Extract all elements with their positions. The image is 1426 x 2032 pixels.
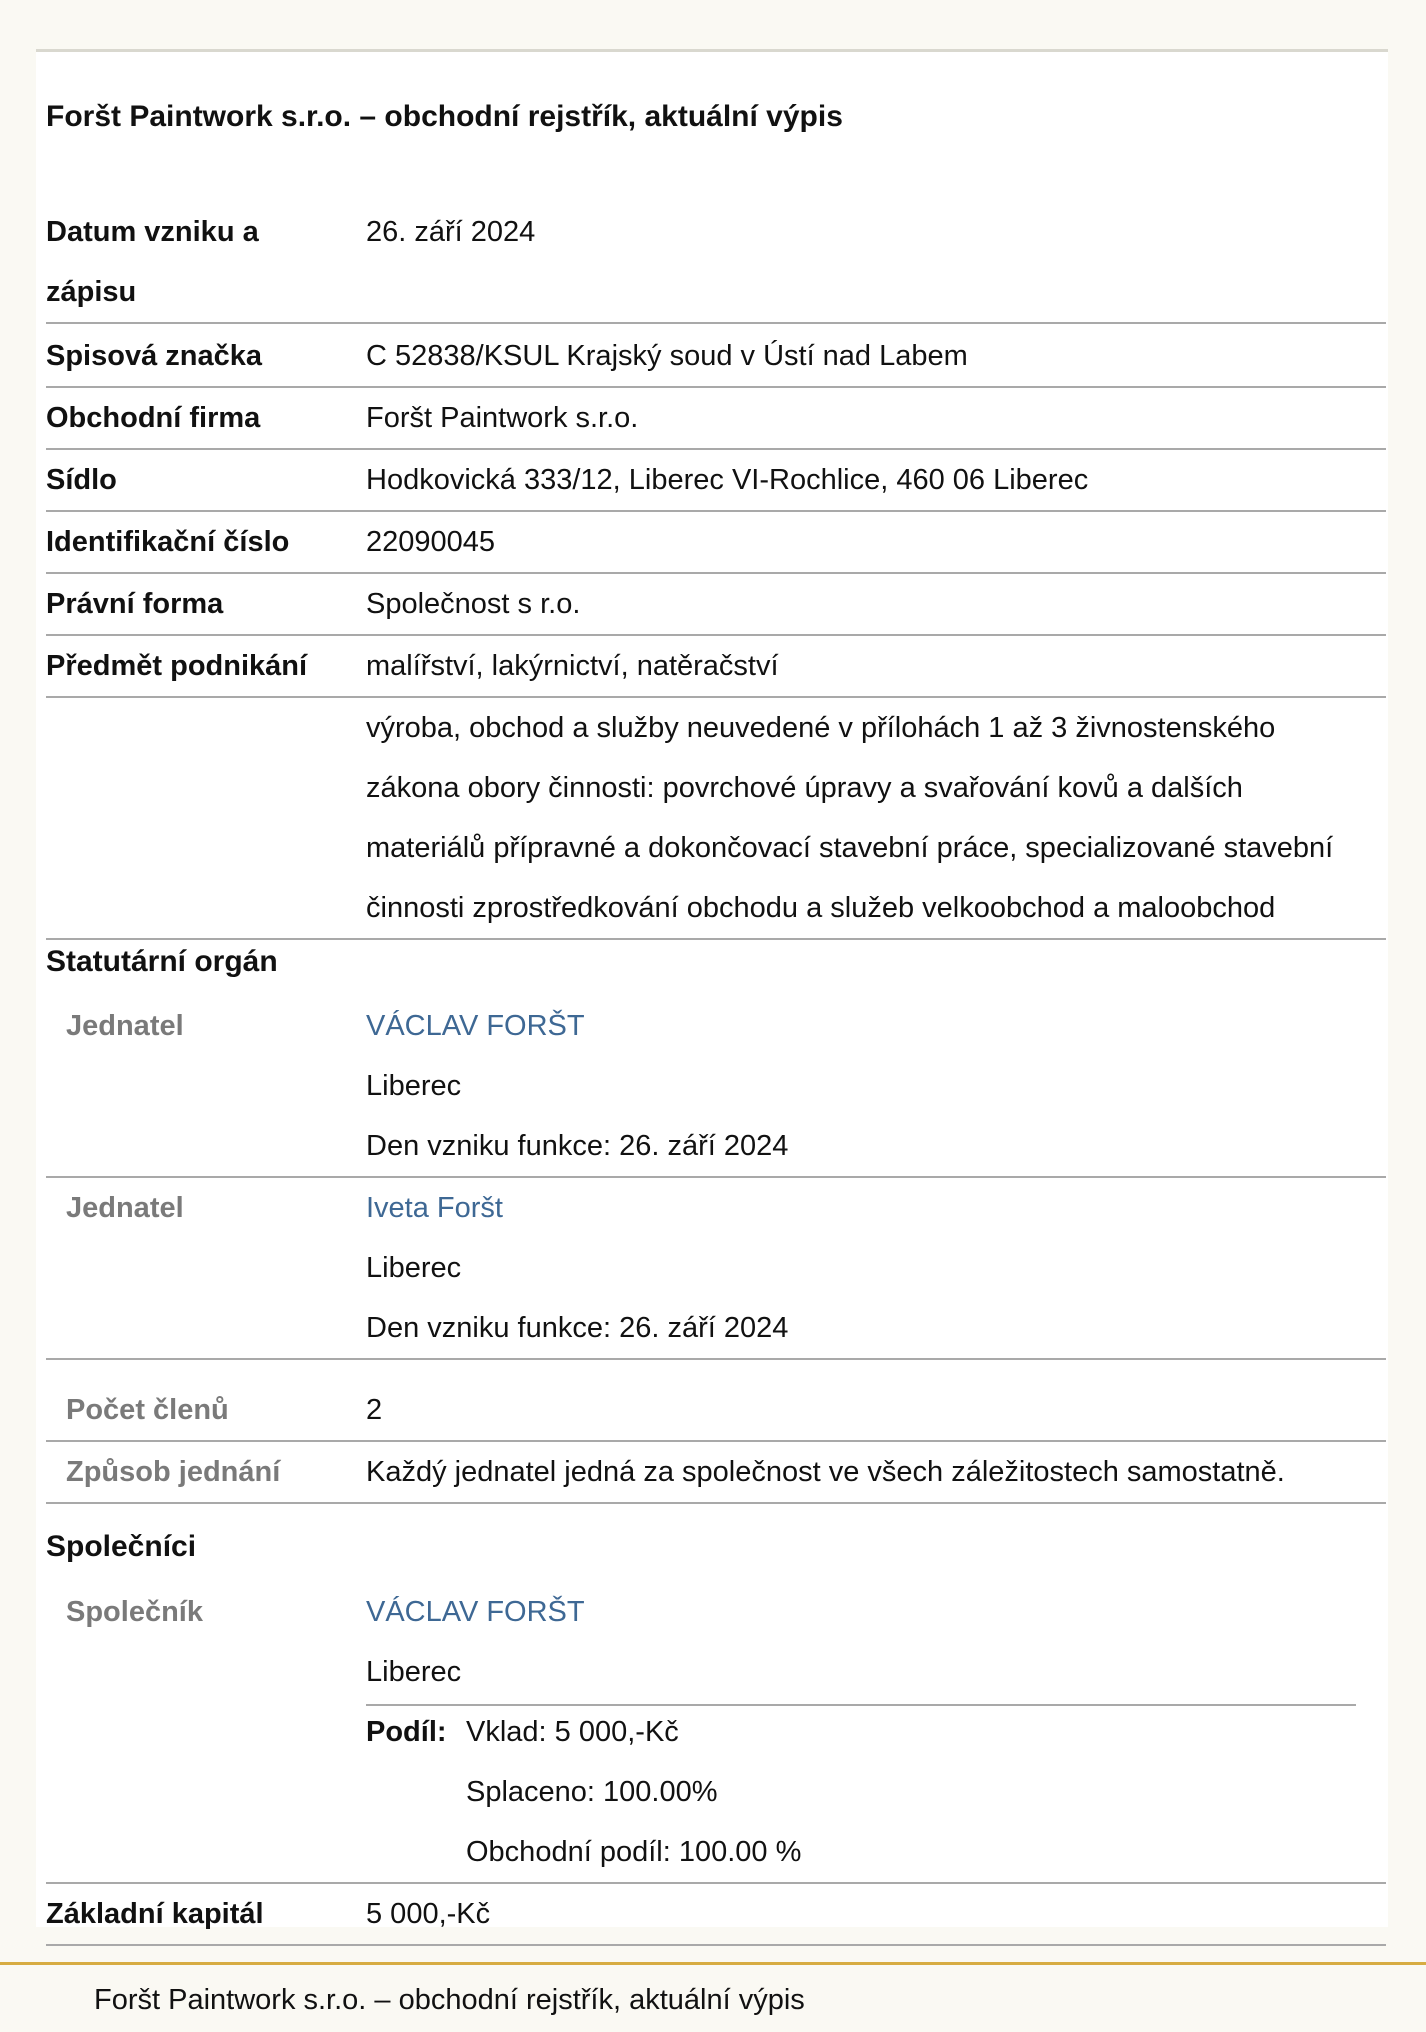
row-value: C 52838/KSUL Krajský soud v Ústí nad Labem xyxy=(366,340,968,372)
row-datum-vzniku xyxy=(46,202,1386,324)
document-page xyxy=(36,52,1388,1930)
row-label: zápisu xyxy=(46,276,137,308)
row-label: Počet členů xyxy=(66,1394,229,1426)
member-name-link[interactable]: Iveta Foršt xyxy=(366,1192,503,1224)
row-predmet-podnikani xyxy=(46,636,1386,698)
member-name-link[interactable]: VÁCLAV FORŠT xyxy=(366,1010,585,1042)
row-value: malířství, lakýrnictví, natěračství xyxy=(366,650,779,682)
member-city: Liberec xyxy=(366,1070,462,1102)
partner-name-link[interactable]: VÁCLAV FORŠT xyxy=(366,1596,585,1628)
row-label: Datum vzniku a xyxy=(46,216,259,248)
row-zakladni-kapital xyxy=(46,1884,1386,1946)
row-value-line: činnosti zprostředkování obchodu a služeb velkoobchod a maloobchod xyxy=(366,892,1276,924)
row-value: Hodkovická 333/12, Liberec VI-Rochlice, 460 06 Liberec xyxy=(366,464,1089,496)
statutar-member xyxy=(46,996,1386,1178)
row-value: Společnost s r.o. xyxy=(366,588,581,620)
row-obchodni-firma xyxy=(46,388,1386,450)
row-label: Základní kapitál xyxy=(46,1898,264,1930)
row-value: 26. září 2024 xyxy=(366,216,536,248)
row-value: 2 xyxy=(366,1394,383,1426)
row-predmet-podnikani-2 xyxy=(46,698,1386,940)
share-splaceno: Splaceno: 100.00% xyxy=(466,1776,718,1808)
row-sidlo xyxy=(46,450,1386,512)
row-label: Obchodní firma xyxy=(46,402,261,434)
row-value: Každý jednatel jedná za společnost ve všech záležitostech samostatně. xyxy=(366,1456,1285,1488)
member-role: Jednatel xyxy=(66,1010,184,1042)
member-role: Jednatel xyxy=(66,1192,184,1224)
row-label: Sídlo xyxy=(46,464,117,496)
share-label: Podíl: xyxy=(366,1716,447,1748)
row-value: 22090045 xyxy=(366,526,496,558)
section-heading-statutarni: Statutární orgán xyxy=(46,945,278,978)
row-value-line: zákona obory činnosti: povrchové úpravy a svařování kovů a dalších xyxy=(366,772,1243,804)
row-label: Spisová značka xyxy=(46,340,262,372)
member-since: Den vzniku funkce: 26. září 2024 xyxy=(366,1312,789,1344)
row-label: Identifikační číslo xyxy=(46,526,290,558)
row-label: Způsob jednání xyxy=(66,1456,281,1488)
row-value: Foršt Paintwork s.r.o. xyxy=(366,402,639,434)
row-label: Právní forma xyxy=(46,588,224,620)
footer-divider xyxy=(0,1962,1426,1965)
section-heading-spolecnici: Společníci xyxy=(46,1530,197,1563)
row-pravni-forma xyxy=(46,574,1386,636)
member-city: Liberec xyxy=(366,1252,462,1284)
row-value: 5 000,-Kč xyxy=(366,1898,491,1930)
share-obchodni-podil: Obchodní podíl: 100.00 % xyxy=(466,1836,802,1868)
partner-city: Liberec xyxy=(366,1656,462,1688)
spolecnik-entry xyxy=(46,1582,1386,1884)
footer-title: Foršt Paintwork s.r.o. – obchodní rejstřík, aktuální výpis xyxy=(94,1984,805,2016)
row-value-line: materiálů přípravné a dokončovací stavební práce, specializované stavební xyxy=(366,832,1334,864)
partner-role: Společník xyxy=(66,1596,203,1628)
share-vklad: Vklad: 5 000,-Kč xyxy=(466,1716,679,1748)
row-spisova-znacka xyxy=(46,326,1386,388)
row-label: Předmět podnikání xyxy=(46,650,308,682)
statutar-member xyxy=(46,1178,1386,1360)
row-pocet-clenu xyxy=(46,1360,1386,1442)
row-value-line: výroba, obchod a služby neuvedené v přílohách 1 až 3 živnostenského xyxy=(366,712,1276,744)
row-identifikacni-cislo xyxy=(46,512,1386,574)
member-since: Den vzniku funkce: 26. září 2024 xyxy=(366,1130,789,1162)
row-zpusob-jednani xyxy=(46,1442,1386,1504)
document-title: Foršt Paintwork s.r.o. – obchodní rejstřík, aktuální výpis xyxy=(46,100,843,133)
